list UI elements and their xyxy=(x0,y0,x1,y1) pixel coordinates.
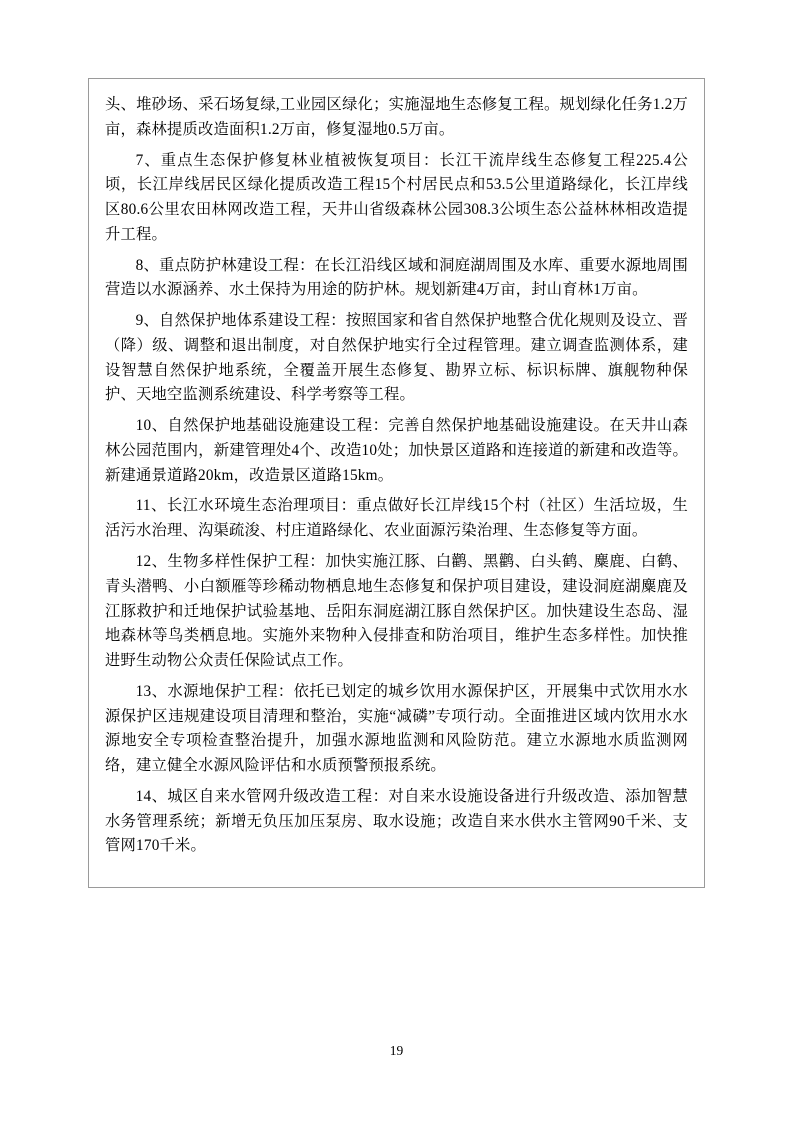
page-number: 19 xyxy=(389,1043,404,1058)
paragraph-item-8: 8、重点防护林建设工程：在长江沿线区域和洞庭湖周围及水库、重要水源地周围营造以水源涵养、水土保持为用途的防护林。规划新建4万亩，封山育林1万亩。 xyxy=(105,256,688,299)
paragraph-continuation: 头、堆砂场、采石场复绿,工业园区绿化；实施湿地生态修复工程。规划绿化任务1.2万亩，森林提质改造面积1.2万亩，修复湿地0.5万亩。 xyxy=(105,96,688,138)
content-frame xyxy=(88,78,705,888)
paragraph-item-11: 11、长江水环境生态治理项目：重点做好长江岸线15个村（社区）生活垃圾，生活污水治理、沟渠疏浚、村庄道路绿化、农业面源污染治理、生态修复等方面。 xyxy=(105,497,688,540)
paragraph-item-10: 10、自然保护地基础设施建设工程：完善自然保护地基础设施建设。在天井山森林公园范围内，新建管理处4个、改造10处；加快景区道路和连接道的新建和改造等。新建通景道路20km，改造景区道路15km。 xyxy=(105,417,688,484)
paragraph-item-9: 9、自然保护地体系建设工程：按照国家和省自然保护地整合优化规则及设立、晋（降）级、调整和退出制度，对自然保护地实行全过程管理。建立调查监测体系，建设智慧自然保护地系统，全覆盖开展生态修复、勘界立标、标识标牌、旗舰物种保护、天地空监测系统建设、科学考察等工程。 xyxy=(105,312,688,404)
paragraph-item-12: 12、生物多样性保护工程：加快实施江豚、白鹳、黑鹳、白头鹤、麋鹿、白鹤、青头潜鸭、小白额雁等珍稀动物栖息地生态修复和保护项目建设，建设洞庭湖麋鹿及江豚救护和迁地保护试验基地、岳阳东洞庭湖江豚自然保护区。加快建设生态岛、湿地森林等鸟类栖息地。实施外来物种入侵排查和防治项目，维护生态多样性。加快推进野生动物公众责任保险试点工作。 xyxy=(105,553,688,670)
paragraph-item-7: 7、重点生态保护修复林业植被恢复项目：长江干流岸线生态修复工程225.4公顷，长江岸线居民区绿化提质改造工程15个村居民点和53.5公里道路绿化，长江岸线区80.6公里农田林网改造工程，天井山省级森林公园308.3公顷生态公益林林相改造提升工程。 xyxy=(105,151,688,243)
paragraph-item-13: 13、水源地保护工程：依托已划定的城乡饮用水源保护区，开展集中式饮用水水源保护区违规建设项目清理和整治，实施“减磷”专项行动。全面推进区域内饮用水水源地安全专项检查整治提升，加强水源地监测和风险防范。建立水源地水质监测网络，建立健全水源风险评估和水质预警预报系统。 xyxy=(105,682,688,775)
paragraph-item-14: 14、城区自来水管网升级改造工程：对自来水设施设备进行升级改造、添加智慧水务管理系统；新增无负压加压泵房、取水设施；改造自来水供水主管网90千米、支管网170千米。 xyxy=(105,787,688,855)
